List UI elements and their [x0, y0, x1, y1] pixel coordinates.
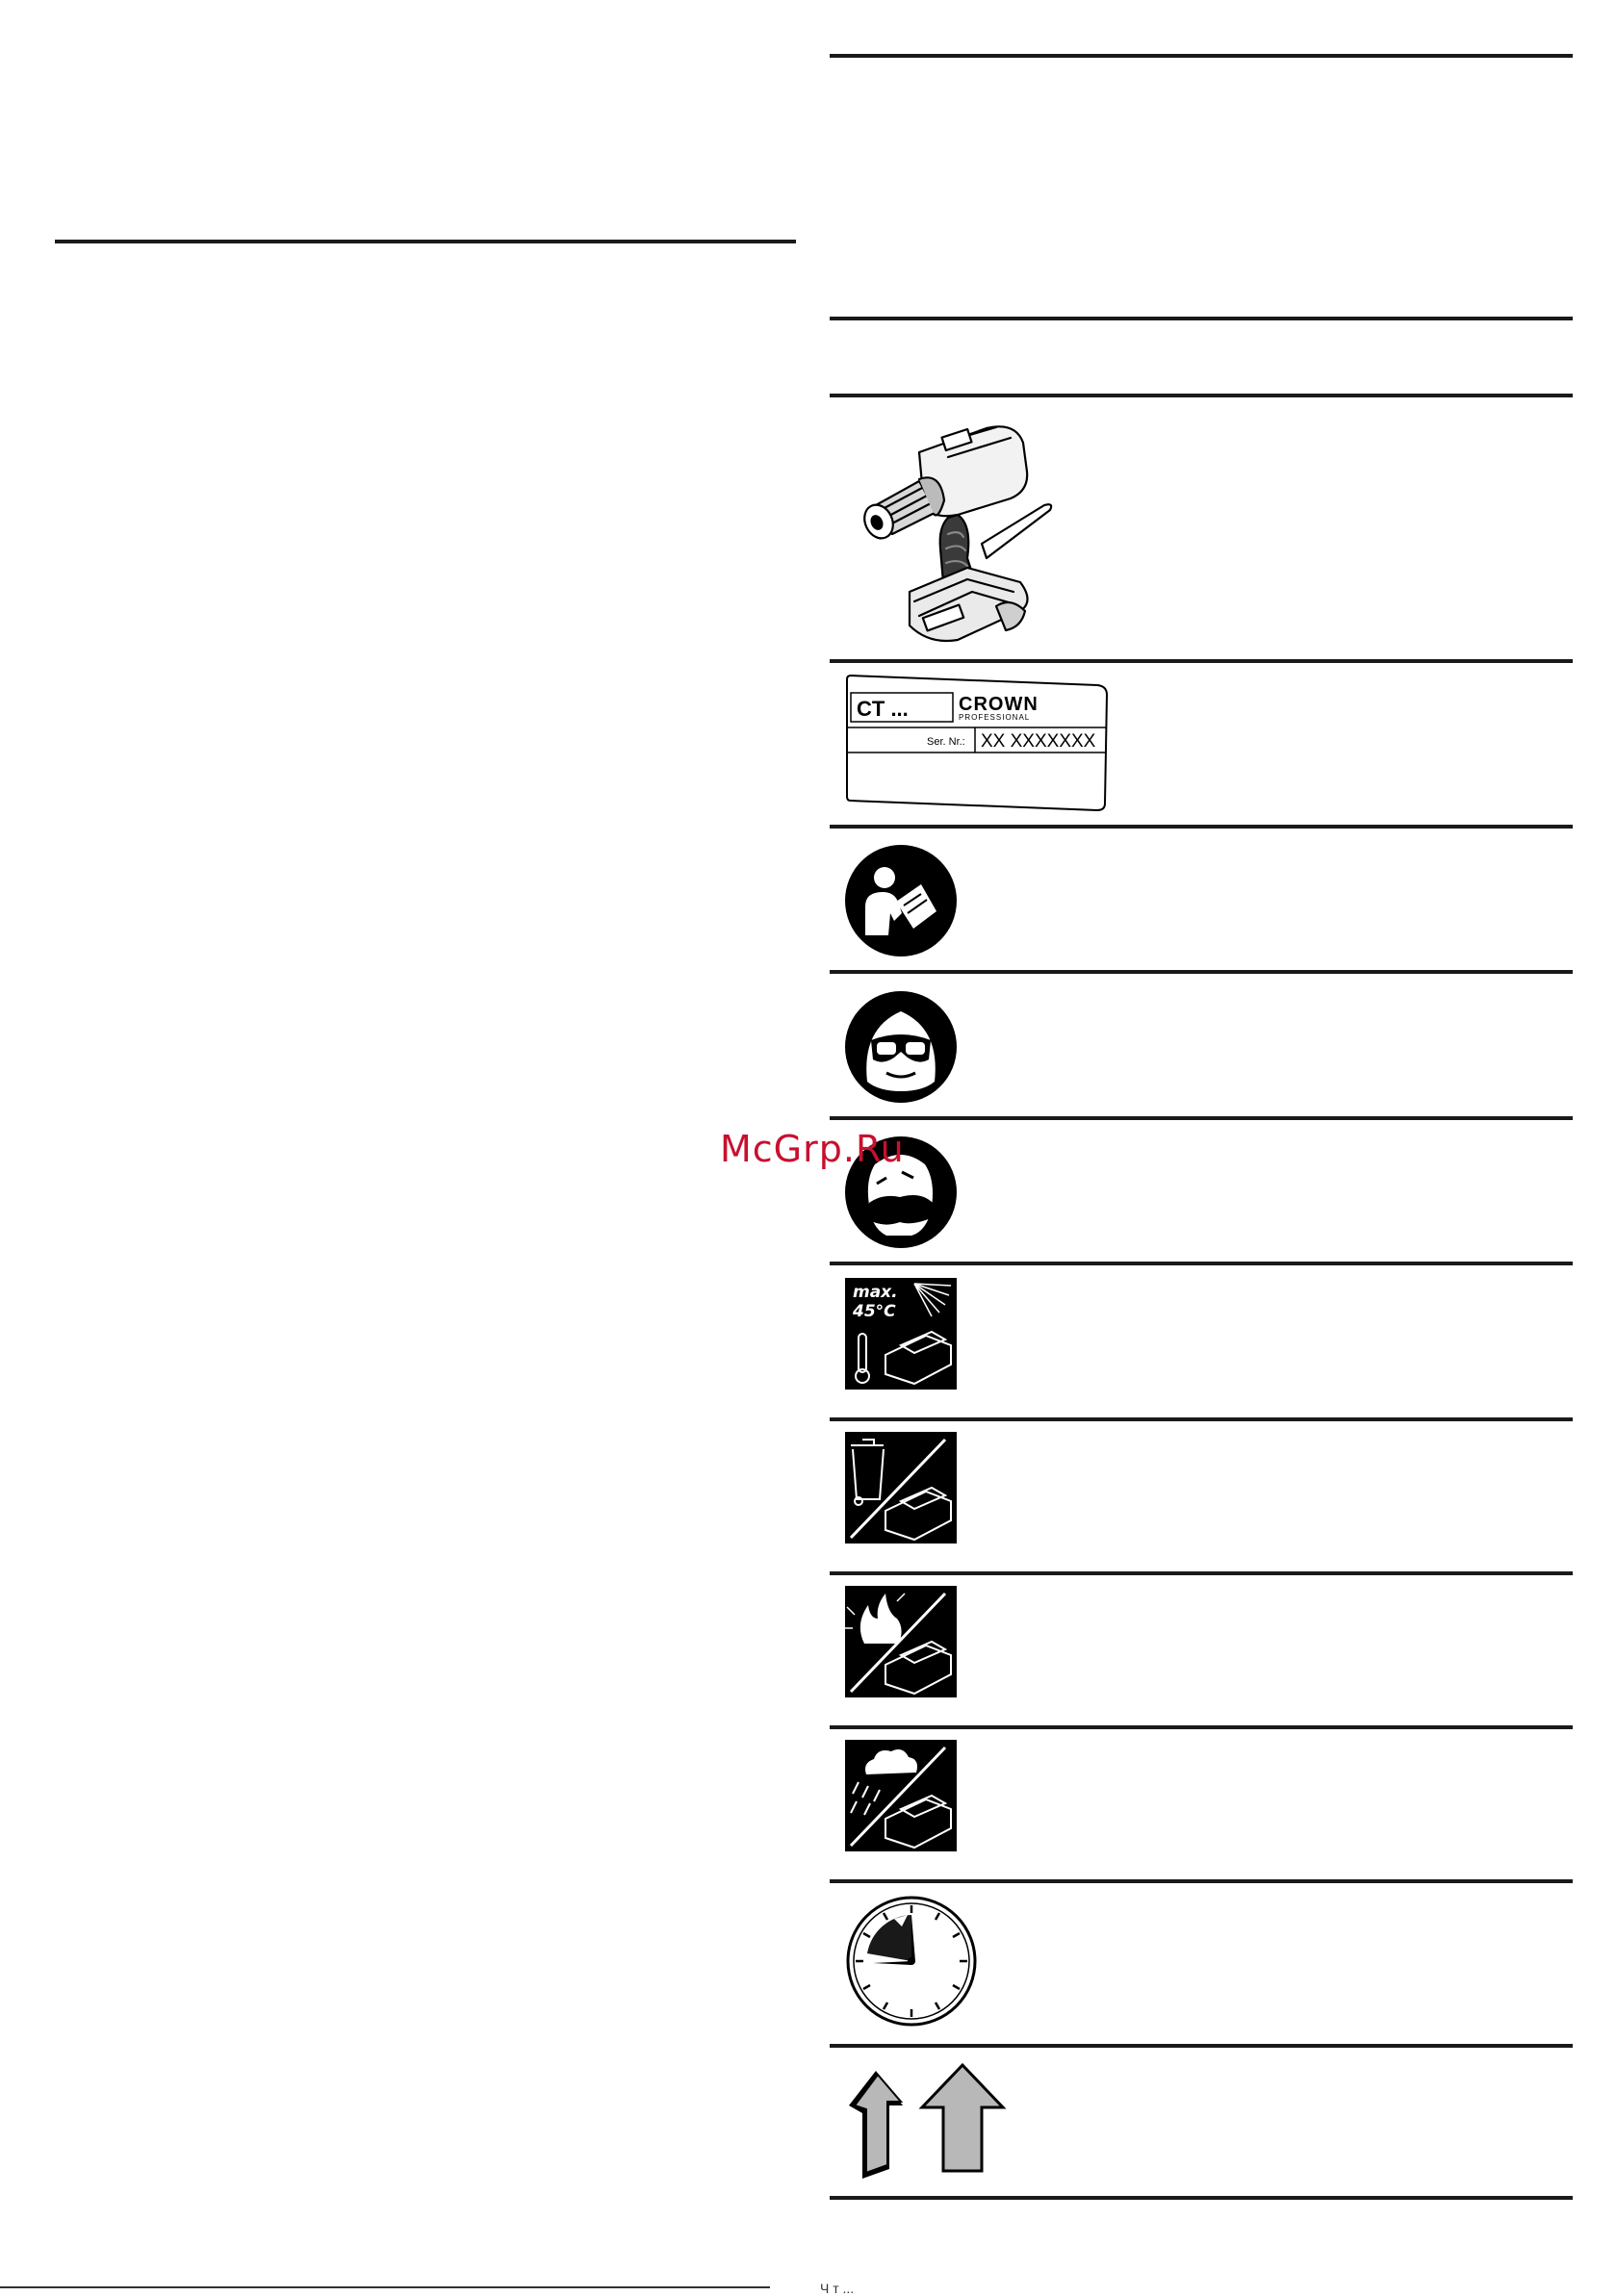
right-rule-10: [830, 1571, 1573, 1575]
plate-serial-value: XX XXXXXXX: [981, 731, 1096, 752]
plate-brand-sub: PROFESSIONAL: [959, 713, 1031, 722]
left-column-top-rule: [55, 240, 796, 243]
right-rule-11: [830, 1725, 1573, 1729]
right-rule-8: [830, 1262, 1573, 1265]
this-side-up-icon: [843, 2057, 1012, 2182]
right-rule-4: [830, 659, 1573, 663]
no-rain-icon: [845, 1740, 957, 1851]
no-bin-disposal-icon: [845, 1432, 957, 1543]
right-rule-5: [830, 825, 1573, 829]
right-rule-2: [830, 317, 1573, 320]
right-rule-13: [830, 2044, 1573, 2048]
wear-goggles-icon: [844, 990, 958, 1104]
right-rule-9: [830, 1417, 1573, 1421]
plate-serial-label: Ser. Nr.:: [927, 736, 965, 748]
right-rule-12: [830, 1879, 1573, 1883]
max-temp-line2: 45°C: [853, 1302, 896, 1321]
plate-model: CT ...: [857, 697, 909, 721]
rating-plate-icon: [845, 674, 1110, 813]
right-rule-14: [830, 2196, 1573, 2200]
drill-driver-icon: [852, 414, 1073, 650]
read-manual-icon: [844, 844, 958, 957]
clock-time-icon: [844, 1894, 979, 2028]
footer-rule: [0, 2286, 770, 2288]
footer-text: Ч т ...: [820, 2281, 855, 2296]
max-temp-line1: max.: [853, 1283, 898, 1302]
right-rule-3: [830, 394, 1573, 397]
right-rule-1: [830, 54, 1573, 58]
battery-max-temperature-icon: [845, 1278, 957, 1390]
right-rule-6: [830, 970, 1573, 974]
right-rule-7: [830, 1116, 1573, 1120]
plate-brand: CROWN: [959, 694, 1039, 715]
watermark: McGrp.Ru: [720, 1128, 905, 1170]
no-fire-icon: [845, 1586, 957, 1697]
